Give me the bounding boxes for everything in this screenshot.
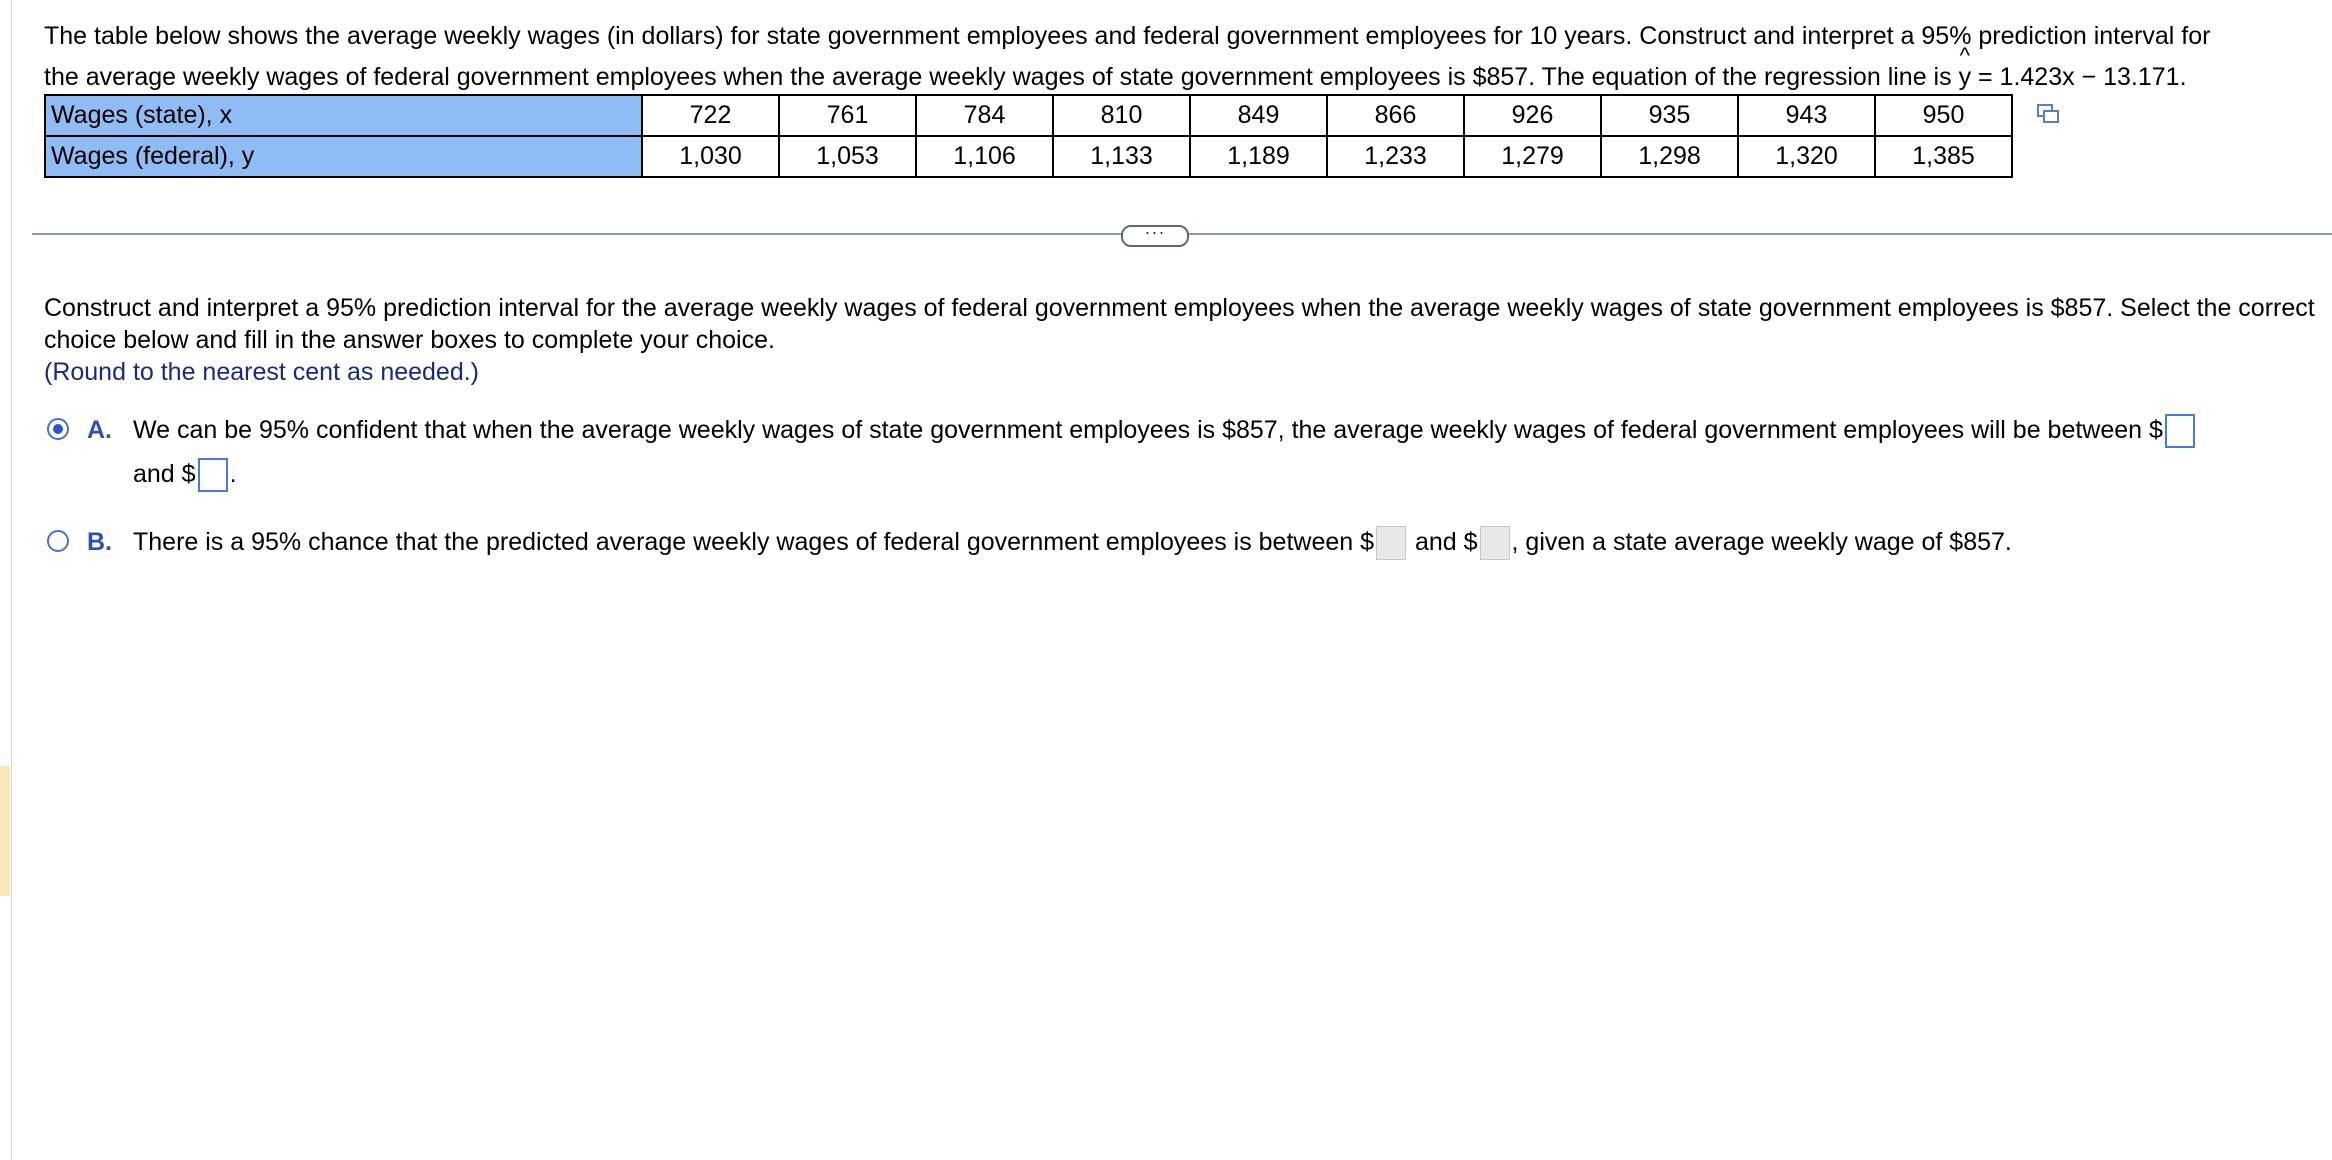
wages-table-body: [45, 95, 2012, 177]
choice-b-text-mid: and $: [1408, 528, 1478, 556]
left-marker: [0, 766, 10, 896]
table-cell: 784: [916, 95, 1053, 136]
expand-more-button[interactable]: ···: [1121, 225, 1189, 247]
row-label: Wages (state), x: [45, 95, 642, 136]
table-cell: 1,189: [1190, 136, 1327, 177]
choice-a-letter: A.: [87, 416, 112, 444]
table-cell: 866: [1327, 95, 1464, 136]
choice-a-lower-bound-input[interactable]: [2165, 414, 2195, 448]
choice-a-radio[interactable]: [47, 418, 69, 440]
choice-b-lower-bound-input[interactable]: [1376, 526, 1406, 560]
table-cell: 1,106: [916, 136, 1053, 177]
question-prompt: Construct and interpret a 95% prediction interval for the average weekly wages of federal government employees when the average weekly wages of state government employees is $857. Select the correct choice below and fill in the answer boxes to complete your choice.: [44, 294, 2315, 354]
choice-b-text-end: , given a state average weekly wage of $857.: [1511, 528, 2012, 556]
table-cell: 1,279: [1464, 136, 1601, 177]
table-row: [45, 136, 2012, 177]
choice-a-text: [133, 408, 2197, 496]
table-cell: 1,030: [642, 136, 779, 177]
rounding-hint: (Round to the nearest cent as needed.): [44, 358, 480, 386]
left-border: [11, 0, 12, 1160]
table-cell: 1,385: [1875, 136, 2012, 177]
wages-table: [44, 94, 2013, 178]
choice-b-text-start: There is a 95% chance that the predicted average weekly wages of federal government employees is between $: [133, 528, 1375, 556]
choice-b-radio[interactable]: [47, 530, 69, 552]
table-cell: 1,133: [1053, 136, 1190, 177]
problem-line-2-start: the average weekly wages of federal government employees when the average weekly wages of state government employees is $857. The equation of the regression line is: [44, 63, 1959, 91]
table-cell: 761: [779, 95, 916, 136]
choice-a-line-1-text: We can be 95% confident that when the average weekly wages of state government employees is $857, the average weekly wages of federal government employees will be between $: [133, 416, 2163, 444]
table-cell: 935: [1601, 95, 1738, 136]
copy-table-icon[interactable]: [2037, 104, 2059, 124]
problem-line-2: [44, 57, 2324, 98]
table-cell: 926: [1464, 95, 1601, 136]
choice-b-upper-bound-input[interactable]: [1480, 526, 1510, 560]
table-cell: 1,298: [1601, 136, 1738, 177]
choice-a-line-2-text: and $: [133, 460, 196, 488]
y-hat-symbol: ^ y: [1959, 57, 1972, 98]
table-cell: 1,320: [1738, 136, 1875, 177]
choice-a-period: .: [229, 460, 237, 488]
table-cell: 943: [1738, 95, 1875, 136]
table-row: [45, 95, 2012, 136]
table-cell: 950: [1875, 95, 2012, 136]
table-cell: 1,053: [779, 136, 916, 177]
row-label: Wages (federal), y: [45, 136, 642, 177]
table-cell: 849: [1190, 95, 1327, 136]
table-cell: 722: [642, 95, 779, 136]
choice-a-upper-bound-input[interactable]: [198, 458, 228, 492]
choice-b-letter: B.: [87, 528, 112, 556]
table-cell: 810: [1053, 95, 1190, 136]
problem-statement: [44, 16, 2324, 98]
choice-a-line-1: [133, 408, 2197, 452]
choice-a-line-2: [133, 452, 2197, 496]
choice-b-text: [133, 520, 2012, 564]
table-cell: 1,233: [1327, 136, 1464, 177]
problem-line-1: The table below shows the average weekly wages (in dollars) for state government employees and federal government employees for 10 years. Construct and interpret a 95% prediction interval for: [44, 22, 2211, 50]
regression-equation: = 1.423x − 13.171.: [1971, 63, 2187, 91]
question-text: [44, 292, 2329, 388]
